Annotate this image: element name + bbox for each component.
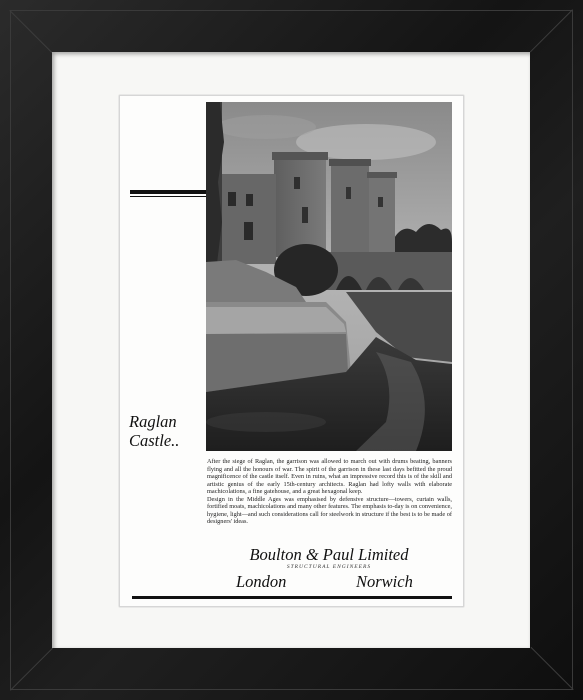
heading-rule-thin xyxy=(130,196,206,197)
body-paragraph-1: After the siege of Raglan, the garrison was allowed to march out with drums beating, banners flying and all the honours of war. The spirit of the garrison in these last days befitted the proud magnificence of the castle itself. Even in ruins, what an impressive record this is of the skill and artistic genius of the early 15th-century architects. Raglan had lofty walls with elaborate machicolations, a fine gatehouse, and a great hexagonal keep. xyxy=(207,458,452,496)
company-subtitle: STRUCTURAL ENGINEERS xyxy=(286,564,372,570)
castle-photograph xyxy=(206,102,452,451)
company-name: Boulton & Paul Limited xyxy=(249,545,409,564)
heading-rule xyxy=(130,190,206,194)
city-norwich: Norwich xyxy=(356,572,413,591)
advert-title xyxy=(129,412,209,450)
footer-rule xyxy=(132,596,452,599)
advert-body xyxy=(207,458,452,526)
advertisement-print xyxy=(119,95,464,607)
castle-photo-illustration xyxy=(206,102,452,451)
city-london: London xyxy=(236,572,287,591)
title-line-2: Castle.. xyxy=(129,431,180,450)
body-paragraph-2: Design in the Middle Ages was emphasised by defensive structure—towers, curtain walls, fortified moats, machicolations and many other features. The emphasis to-day is on convenience, hygiene, light—and such considerations call for steelwork in structure if the best is to be made of designers' ideas. xyxy=(207,495,452,526)
title-line-1: Raglan xyxy=(129,412,177,431)
